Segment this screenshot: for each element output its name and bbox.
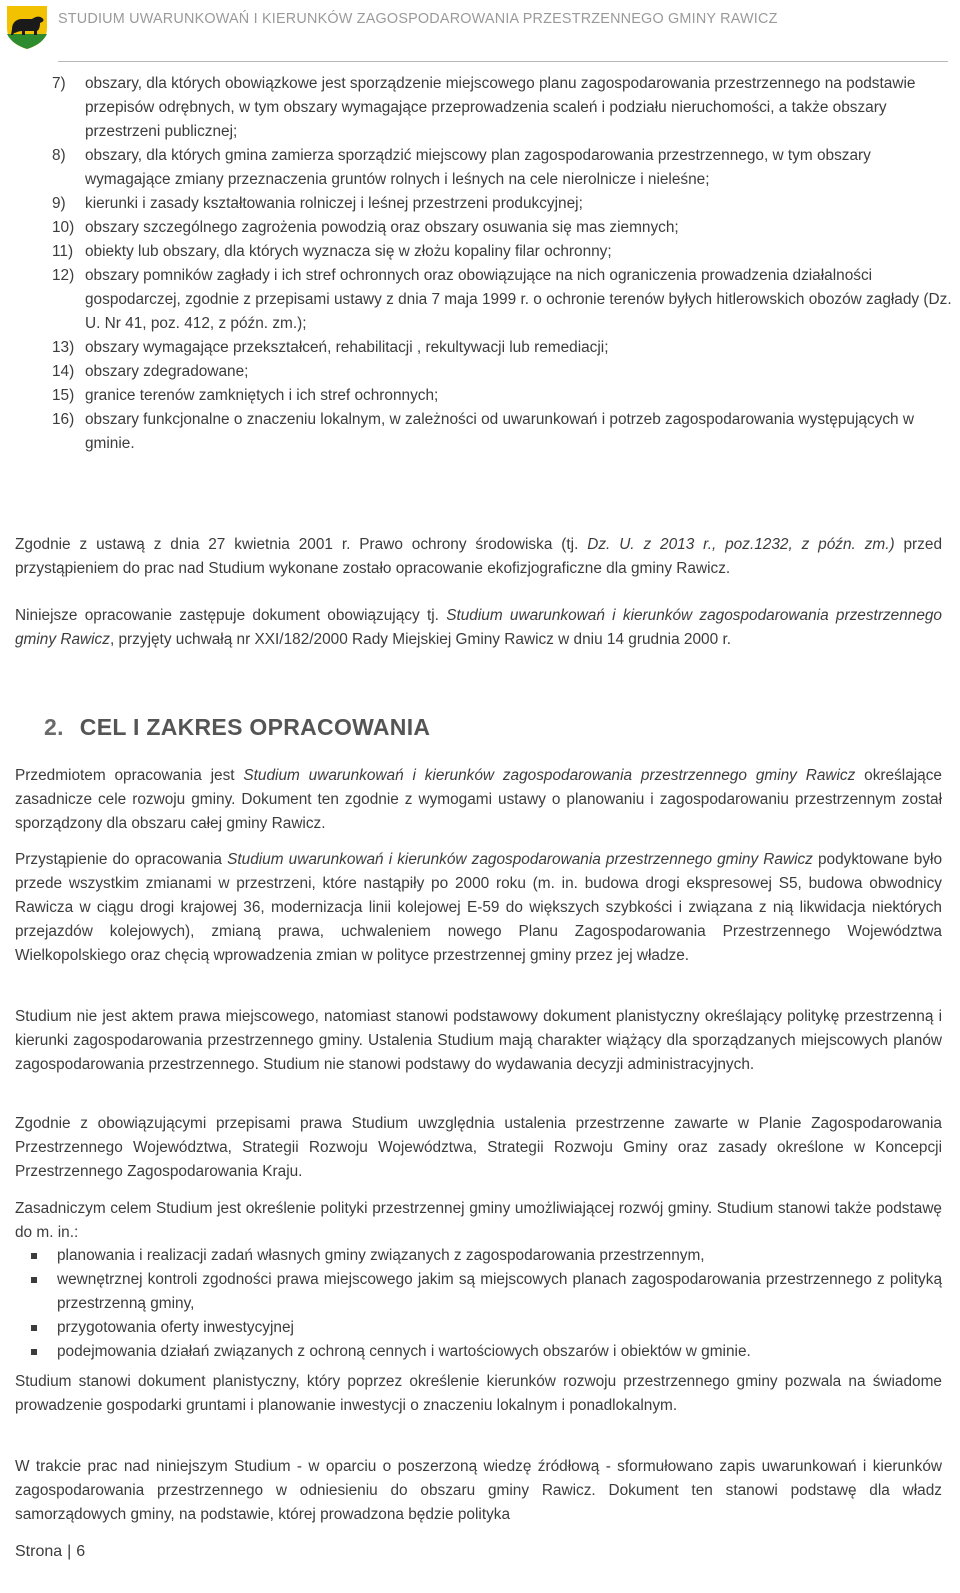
paragraph-studium-nie-jest: Studium nie jest aktem prawa miejscowego, natomiast stanowi podstawowy dokument planistyczny określający politykę przestrzenną i kierunki zagospodarowania przestrzennego gminy. Ustalenia Studium mają charakter wiążący dla sporządzanych miejscowych planów zagospodarowania przestrzennego. Studium nie stanowi podstawy do wydawania decyzji administracyjnych.	[15, 1008, 942, 1073]
list-item	[52, 360, 952, 384]
bullet-list	[15, 1244, 942, 1364]
page-footer	[15, 1543, 85, 1561]
section-title: CEL I ZAKRES OPRACOWANIA	[79, 714, 431, 740]
square-bullet-icon	[31, 1277, 37, 1283]
list-item-text: obszary wymagające przekształceń, rehabilitacji , rekultywacji lub remediacji;	[85, 339, 609, 356]
list-item-number: 12)	[52, 267, 75, 284]
bullet-text: wewnętrznej kontroli zgodności prawa miejscowego jakim są miejscowych planach zagospodarowania przestrzennego z polityką przestrzenną gminy,	[57, 1271, 942, 1312]
paragraph-text: Przedmiotem opracowania jest	[15, 767, 244, 784]
paragraph-document-name: Studium uwarunkowań i kierunków zagospodarowania przestrzennego gminy Rawicz	[15, 607, 942, 648]
bullet-item	[15, 1340, 942, 1364]
list-item-text: obszary pomników zagłady i ich stref ochronnych oraz obowiązujące na nich ograniczenia prowadzenia działalności gospodarczej, zgodnie z przepisami ustawy z dnia 7 maja 1999 r. o ochronie terenów byłych hitlerowskich obozów zagłady (Dz. U. Nr 41, poz. 412, z późn. zm.);	[85, 267, 952, 332]
list-item-text: obszary funkcjonalne o znaczeniu lokalnym, w zależności od uwarunkowań i potrzeb zagospodarowania występujących w gminie.	[85, 411, 914, 452]
list-item-text: obszary, dla których obowiązkowe jest sporządzenie miejscowego planu zagospodarowania przestrzennego na podstawie przepisów odrębnych, w tym obszary wymagające przeprowadzenia scaleń i podziału nieruchomości, a także obszary przestrzeni publicznej;	[85, 75, 916, 140]
list-item-number: 9)	[52, 195, 66, 212]
list-item-text: kierunki i zasady kształtowania rolniczej i leśnej przestrzeni produkcyjnej;	[85, 195, 583, 212]
bear-coat-of-arms-icon	[5, 4, 49, 50]
footer-label: Strona	[15, 1543, 63, 1560]
paragraph-text: , przyjęty uchwałą nr XXI/182/2000 Rady Miejskiej Gminy Rawicz w dniu 14 grudnia 2000 r.	[109, 631, 731, 648]
paragraph-document-name: Studium uwarunkowań i kierunków zagospodarowania przestrzennego gminy Rawicz	[243, 767, 856, 784]
list-item-number: 14)	[52, 363, 75, 380]
bullet-item	[15, 1268, 942, 1316]
list-item	[52, 240, 952, 264]
section-heading	[44, 714, 430, 741]
paragraph-dokument-planistyczny: Studium stanowi dokument planistyczny, który poprzez określenie kierunków rozwoju przestrzennego gminy pozwala na świadome prowadzenie gospodarki gruntami i planowanie inwestycji o znaczeniu lokalnym i ponadlokalnym.	[15, 1373, 942, 1414]
list-item-number: 8)	[52, 147, 66, 164]
square-bullet-icon	[31, 1325, 37, 1331]
paragraph-text: podyktowane było przede wszystkim zmianami w przestrzeni, które nastąpiły po 2000 roku (m. in. budowa drogi ekspresowej S5, budowa obwodnicy Rawicza w ciągu drogi krajowej 36, modernizacja linii kolejowej E-59 do większych szybkości i związana z nią likwidacja niektórych przejazdów kolejowych), zmianą prawa, uchwaleniem nowego Planu Zagospodarowania Przestrzennego Województwa Wielkopolskiego oraz chęcią wprowadzenia zmian w polityce przestrzennej gminy przez jej władze.	[15, 851, 943, 964]
list-item-number: 15)	[52, 387, 75, 404]
list-item-number: 16)	[52, 411, 75, 428]
bullet-item	[15, 1244, 942, 1268]
list-item-number: 11)	[52, 243, 74, 260]
list-item-text: granice terenów zamkniętych i ich stref ochronnych;	[85, 387, 439, 404]
bullet-text: podejmowania działań związanych z ochroną cennych i wartościowych obszarów i obiektów w gminie.	[57, 1343, 751, 1360]
list-item	[52, 384, 952, 408]
footer-separator: |	[67, 1543, 72, 1560]
paragraph-text: określające zasadnicze cele rozwoju gminy. Dokument ten zgodnie z wymogami ustawy o planowaniu i zagospodarowaniu przestrzennym został sporządzony dla obszaru całej gminy Rawicz.	[15, 767, 942, 832]
list-item	[52, 408, 952, 456]
list-item-number: 13)	[52, 339, 75, 356]
paragraph-document-name: Studium uwarunkowań i kierunków zagospodarowania przestrzennego gminy Rawicz	[227, 851, 813, 868]
list-item	[52, 192, 952, 216]
paragraph-cel: Zasadniczym celem Studium jest określenie polityki przestrzennej gminy umożliwiającej rozwój gminy. Studium stanowi także podstawę do m. in.:	[15, 1200, 942, 1241]
bullet-item	[15, 1316, 942, 1340]
paragraph-przedmiot	[15, 764, 942, 836]
list-item	[52, 72, 952, 144]
paragraph-w-trakcie: W trakcie prac nad niniejszym Studium - w oparciu o poszerzoną wiedzę źródłową - sformułowano zapis uwarunkowań i kierunków zagospodarowania przestrzennego w odniesieniu do obszaru gminy Rawicz. Dokument ten stanowi podstawę dla władz samorządowych gminy, na podstawie, której prowadzona będzie polityka	[15, 1458, 942, 1523]
list-item-number: 10)	[52, 219, 75, 236]
paragraph-text: Zgodnie z ustawą z dnia 27 kwietnia 2001 r. Prawo ochrony środowiska (tj.	[15, 536, 588, 553]
bullet-text: przygotowania oferty inwestycyjnej	[57, 1319, 294, 1336]
section-number: 2.	[44, 714, 64, 740]
paragraph-text: Niniejsze opracowanie zastępuje dokument obowiązujący tj.	[15, 607, 447, 624]
square-bullet-icon	[31, 1253, 37, 1259]
list-item-text: obszary, dla których gmina zamierza sporządzić miejscowy plan zagospodarowania przestrzennego, w tym obszary wymagające zmiany przeznaczenia gruntów rolnych i leśnych na cele nierolnicze i nieleśne;	[85, 147, 871, 188]
list-item	[52, 336, 952, 360]
document-title: STUDIUM UWARUNKOWAŃ I KIERUNKÓW ZAGOSPODAROWANIA PRZESTRZENNEGO GMINY RAWICZ	[58, 11, 778, 27]
numbered-list	[52, 72, 952, 456]
paragraph-text: Przystąpienie do opracowania	[15, 851, 228, 868]
bullet-text: planowania i realizacji zadań własnych gminy związanych z zagospodarowania przestrzennym,	[57, 1247, 705, 1264]
paragraph-text: przed przystąpieniem do prac nad Studium wykonane zostało opracowanie ekofizjograficzne dla gminy Rawicz.	[15, 536, 942, 577]
list-item-number: 7)	[52, 75, 66, 92]
paragraph-niniejsze	[15, 604, 942, 652]
page-number: 6	[76, 1543, 86, 1560]
list-item-text: obiekty lub obszary, dla których wyznacza się w złożu kopaliny filar ochronny;	[85, 243, 612, 260]
paragraph-zgodnie: Zgodnie z obowiązującymi przepisami prawa Studium uwzględnia ustalenia przestrzenne zawarte w Planie Zagospodarowania Przestrzennego Województwa, Strategii Rozwoju Województwa, Strategii Rozwoju Gminy oraz zasady określone w Koncepcji Przestrzennego Zagospodarowania Kraju.	[15, 1115, 942, 1180]
page-header	[0, 0, 960, 62]
paragraph-citation: Dz. U. z 2013 r., poz.1232, z późn. zm.)	[587, 536, 895, 553]
list-item	[52, 144, 952, 192]
list-item	[52, 216, 952, 240]
paragraph-przystapienie	[15, 848, 942, 968]
header-divider	[58, 61, 948, 62]
paragraph-ustawa	[15, 533, 942, 581]
list-item-text: obszary zdegradowane;	[85, 363, 249, 380]
list-item-text: obszary szczególnego zagrożenia powodzią oraz obszary osuwania się mas ziemnych;	[85, 219, 679, 236]
list-item	[52, 264, 952, 336]
square-bullet-icon	[31, 1349, 37, 1355]
